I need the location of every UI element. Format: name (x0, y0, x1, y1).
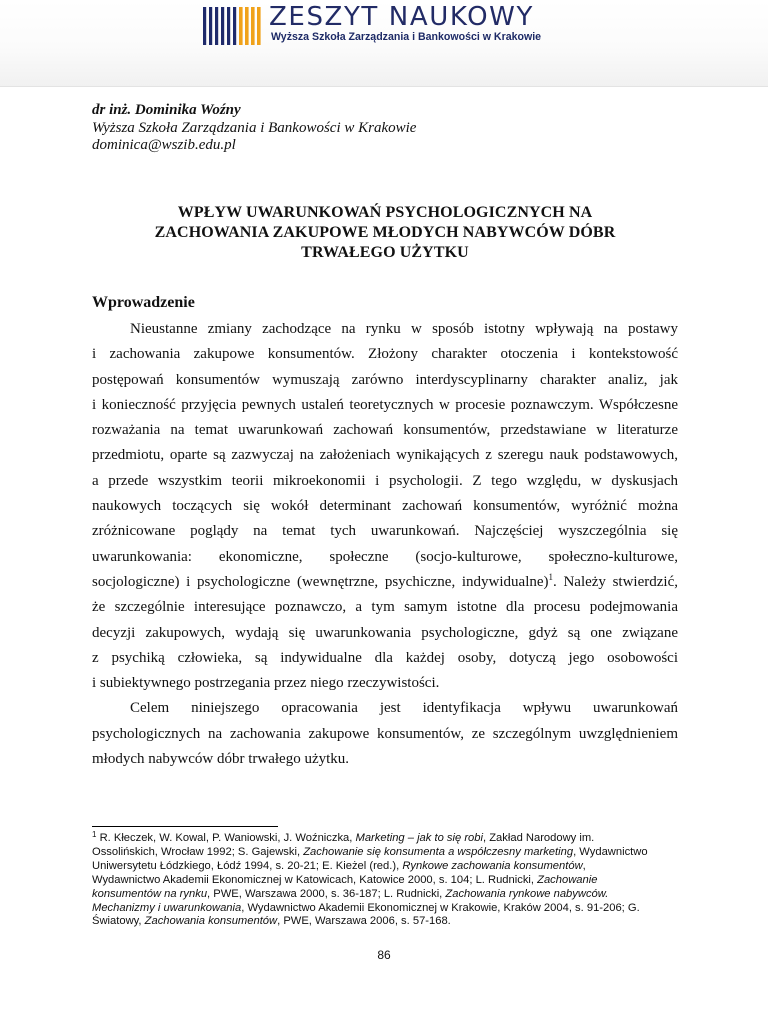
section-heading: Wprowadzenie (92, 294, 195, 311)
footnote-citation-title: konsumentów na rynku (92, 887, 208, 900)
paragraph-line: rozważania na temat uwarunkowań zachowań konsumentów, przedstawiane w literaturze (92, 422, 678, 439)
footnote-citation-title: Zachowanie (537, 873, 598, 886)
footnote-text: , Wydawnictwo (573, 845, 648, 858)
paragraph-line: Celem niniejszego opracowania jest identyfikacja wpływu uwarunkowań (130, 700, 678, 717)
paragraph-line: że szczególnie interesujące poznawczo, a tym samym istotne dla procesu podejmowania (92, 599, 678, 616)
footnote-text: , Wydawnictwo Akademii Ekonomicznej w Krakowie, Kraków 2004, s. 91-206; G. (241, 901, 640, 914)
paragraph-line: decyzji zakupowych, wydają się uwarunkowania psychologiczne, gdyż są one związane (92, 624, 678, 641)
footnote-text: Wydawnictwo Akademii Ekonomicznej w Katowicach, Katowice 2000, s. 104; L. Rudnicki, (92, 873, 538, 886)
paragraph-line: naukowych toczących się wokół determinant zachowań konsumentów, wyróżnić można (92, 498, 678, 515)
footnote-separator (92, 826, 278, 827)
paragraph-line: z psychiką człowieka, są indywidualne dla każdej osoby, dotyczą jego osobowości (92, 649, 678, 666)
author-block (92, 102, 416, 155)
footnote-citation-title: Zachowania rynkowe nabywców. (445, 887, 609, 900)
paragraph-line: i subiektywnego postrzegania przez niego rzeczywistości. (92, 675, 440, 692)
footnote-citation-title: Zachowania konsumentów (144, 915, 278, 928)
footnote-line (92, 860, 678, 874)
paragraph-line: psychologicznych na zachowania zakupowe konsumentów, ze szczególnym uwzględnieniem (92, 725, 678, 742)
footnote-text: , PWE, Warszawa 2000, s. 36-187; L. Rudnicki, (207, 887, 446, 900)
author-email[interactable]: dominica@wszib.edu.pl (92, 137, 236, 153)
author-name: dr inż. Dominika Woźny (92, 102, 241, 118)
footnote-line (92, 915, 678, 929)
footnote-text: R. Kłeczek, W. Kowal, P. Waniowski, J. Woźniczka, (99, 832, 356, 844)
footnote-reference[interactable]: 1 (548, 571, 554, 582)
footnote-line (92, 874, 678, 888)
article-title (92, 203, 678, 263)
footnote-text: Światowy, (92, 915, 145, 928)
footnote (92, 832, 678, 929)
footnote-citation-title: Zachowanie się konsumenta a współczesny marketing (303, 845, 574, 858)
title-line: TRWAŁEGO UŻYTKU (301, 244, 469, 261)
paragraph-line: uwarunkowania: ekonomiczne, społeczne (socjo-kulturowe, społeczno-kulturowe, (92, 548, 678, 565)
paragraph-line: i konieczność przyjęcia pewnych ustaleń teoretycznych w procesie poznawczym. Współczesne (92, 396, 678, 413)
journal-subtitle: Wyższa Szkoła Zarządzania i Bankowości w Krakowie (271, 31, 542, 43)
paragraph-line: i zachowania zakupowe konsumentów. Złożony charakter otoczenia i kontekstowość (92, 346, 678, 363)
journal-title: ZESZYT NAUKOWY (269, 2, 534, 32)
title-line: ZACHOWANIA ZAKUPOWE MŁODYCH NABYWCÓW DÓBR (154, 224, 616, 241)
body-text (92, 317, 678, 772)
paragraph-line (92, 570, 678, 595)
paragraph-line: Nieustanne zmiany zachodzące na rynku w sposób istotny wpływają na postawy (130, 321, 678, 337)
footnote-text: Ossolińskich, Wrocław 1992; S. Gajewski, (92, 845, 304, 858)
footnote-citation-title: Rynkowe zachowania konsumentów (402, 859, 583, 872)
footnote-citation-title: Mechanizmy i uwarunkowania (92, 901, 242, 914)
journal-header-banner (0, 0, 768, 87)
footnote-line (92, 846, 678, 860)
footnote-line (92, 832, 678, 846)
footnote-text: , (582, 859, 586, 872)
footnote-line (92, 902, 678, 916)
paragraph-line: przedmiotu, oparte są zazwyczaj na założeniach wynikających z szeregu nauk podstawowych, (92, 447, 678, 464)
footnote-marker: 1 (92, 830, 97, 839)
journal-logo-icon (203, 7, 261, 47)
paragraph-line: zróżnicowane poglądy na temat tych uwarunkowań. Najczęściej wyszczególnia się (92, 523, 678, 540)
footnote-text: , PWE, Warszawa 2006, s. 57-168. (277, 915, 451, 928)
paragraph-line: młodych nabywców dóbr trwałego użytku. (92, 751, 350, 768)
footnote-line (92, 888, 678, 902)
footnote-text: Uniwersytetu Łódzkiego, Łódź 1994, s. 20-21; E. Kieżel (red.), (92, 859, 403, 872)
paragraph-line: postępowań konsumentów wymuszają zarówno interdyscyplinarny charakter analiz, jak (92, 371, 678, 388)
footnote-text: , Zakład Narodowy im. (483, 832, 595, 844)
paragraph-line-text: socjologiczne) i psychologiczne (wewnętrzne, psychiczne, indywidualne) (92, 573, 549, 590)
title-line: WPŁYW UWARUNKOWAŃ PSYCHOLOGICZNYCH NA (177, 204, 593, 221)
author-affiliation: Wyższa Szkoła Zarządzania i Bankowości w Krakowie (92, 119, 417, 136)
paragraph-line: a przede wszystkim teorii mikroekonomii i psychologii. Z tego względu, w dyskusjach (92, 472, 678, 489)
page-number: 86 (377, 948, 391, 962)
footnote-citation-title: Marketing – jak to się robi (355, 832, 483, 844)
paragraph-line-text: . Należy stwierdzić, (553, 573, 678, 590)
